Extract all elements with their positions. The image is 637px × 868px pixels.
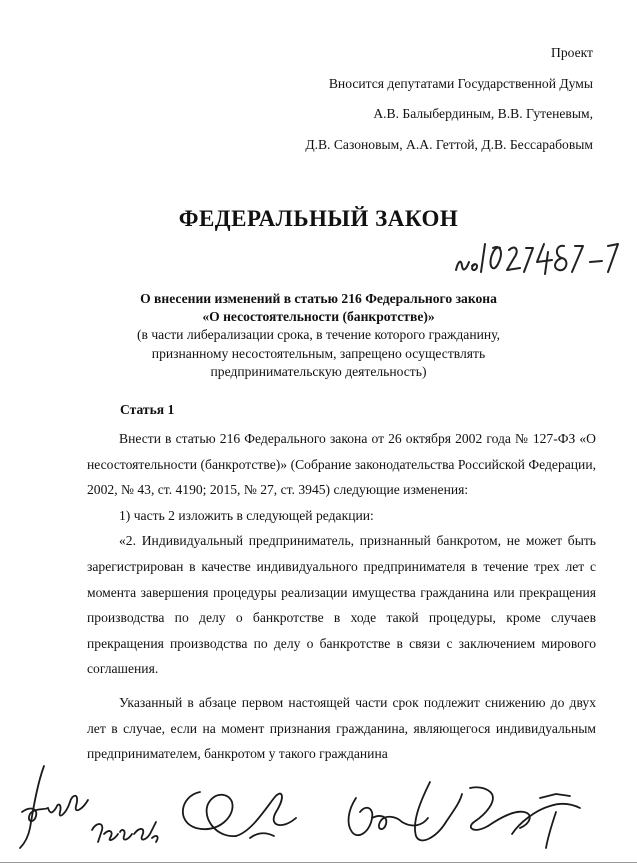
law-subject (60, 290, 577, 381)
authors-line-1: А.В. Балыбердиным, В.В. Гутеневым, (373, 106, 593, 121)
paragraph: Внести в статью 216 Федерального закона от 26 октября 2002 года № 127-ФЗ «О несостоятельности (банкротстве)» (Собрание законодательства Российской Федерации, 2002, № 43, ст. 4190; 2015, № 27, ст. 3945) следующие изменения: (87, 431, 596, 498)
article-heading: Статья 1 (120, 402, 175, 417)
article-body (87, 426, 596, 767)
handwritten-signatures (0, 752, 637, 868)
subject-line-3: (в части либерализации срока, в течение которого гражданину, (136, 327, 500, 343)
document-title: ФЕДЕРАЛЬНЫЙ ЗАКОН (178, 206, 459, 231)
paragraph: Указанный в абзаце первом настоящей части срок подлежит снижению до двух лет в случае, если на момент признания гражданина, являющегося индивидуальным предпринимателем, банкротом у такого гражданина (87, 694, 596, 762)
handwritten-registration-number (452, 232, 627, 282)
paragraph: «2. Индивидуальный предприниматель, признанный банкротом, не может быть зарегистрирован в качестве индивидуального предпринимателя в течение трех лет с момента завершения процедуры реализации имущества гражданина или прекращения производства по делу о банкротстве в ходе такой процедуры, кроме случаев прекращения производства по делу о банкротстве в связи с заключением мирового соглашения. (87, 533, 596, 677)
project-header (305, 38, 593, 160)
project-label: Проект (551, 45, 593, 60)
page-edge-line (0, 862, 637, 863)
introduced-by-line: Вносится депутатами Государственной Думы (328, 75, 593, 91)
subject-line-2: «О несостоятельности (банкротстве)» (202, 309, 435, 325)
paragraph: 1) часть 2 изложить в следующей редакции: (119, 507, 374, 523)
subject-line-4: признанному несостоятельным, запрещено осуществлять (151, 345, 486, 361)
subject-line-1: О внесении изменений в статью 216 Федерального закона (140, 291, 497, 306)
authors-line-2: Д.В. Сазоновым, А.А. Геттой, Д.В. Бессарабовым (305, 136, 593, 152)
subject-line-5: предпринимательскую деятельность) (210, 363, 427, 379)
